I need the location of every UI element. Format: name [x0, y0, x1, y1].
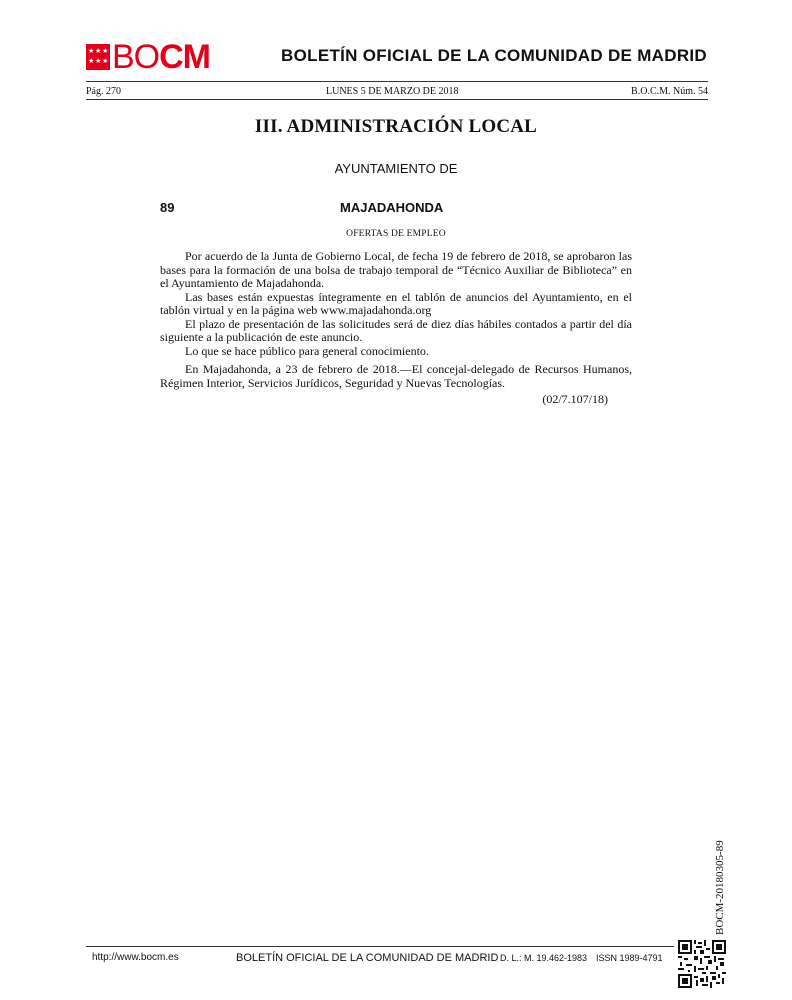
entry-subheading: OFERTAS DE EMPLEO — [346, 229, 446, 239]
paragraph: Lo que se hace público para general conocimiento. — [185, 343, 429, 358]
logo-wordmark: BOCM — [112, 38, 211, 76]
bocm-logo — [86, 38, 211, 76]
paragraph: El plazo de presentación de las solicitudes será de diez días hábiles contados a partir del día siguiente a la publicación de este anuncio. — [160, 316, 632, 344]
section-title: III. ADMINISTRACIÓN LOCAL — [254, 116, 538, 137]
reference-code: (02/7.107/18) — [542, 392, 608, 406]
issue-number: B.O.C.M. Núm. 54 — [631, 86, 708, 97]
entry-number: 89 — [160, 200, 175, 215]
entity-label: AYUNTAMIENTO DE — [334, 161, 458, 176]
issue-date: LUNES 5 DE MARZO DE 2018 — [326, 86, 459, 97]
footer-title: BOLETÍN OFICIAL DE LA COMUNIDAD DE MADRID — [236, 952, 499, 964]
legal-deposit: D. L.: M. 19.462-1983 — [500, 953, 588, 963]
signature-paragraph: En Majadahonda, a 23 de febrero de 2018.—El concejal-delegado de Recursos Humanos, Régimen Interior, Servicios Jurídicos, Seguridad y Nuevas Tecnologías. — [160, 362, 632, 390]
header-rule — [86, 81, 708, 82]
footer-rule — [86, 946, 674, 947]
paragraph: Las bases están expuestas íntegramente en el tablón de anuncios del Ayuntamiento, en el tablón virtual y en la página web www.majadahonda.org — [160, 289, 632, 317]
meta-rule — [86, 99, 708, 100]
paragraph: Por acuerdo de la Junta de Gobierno Local, de fecha 19 de febrero de 2018, se aprobaron las bases para la formación de una bolsa de trabajo temporal de “Técnico Auxiliar de Biblioteca” en el Ayuntamiento de Majadahonda. — [160, 249, 632, 290]
announcement-body — [160, 250, 632, 407]
madrid-flag-icon: ★ ★ ★ ★ ★ ★ — [86, 44, 110, 70]
document-id: BOCM-20180305-89 — [714, 840, 726, 935]
footer-url[interactable]: http://www.bocm.es — [92, 952, 179, 963]
entry-municipality: MAJADAHONDA — [340, 200, 444, 215]
qr-code-icon — [678, 940, 726, 988]
issn: ISSN 1989-4791 — [596, 953, 663, 963]
bulletin-title: BOLETÍN OFICIAL DE LA COMUNIDAD DE MADRID — [281, 46, 707, 65]
page-number: Pág. 270 — [86, 86, 121, 97]
